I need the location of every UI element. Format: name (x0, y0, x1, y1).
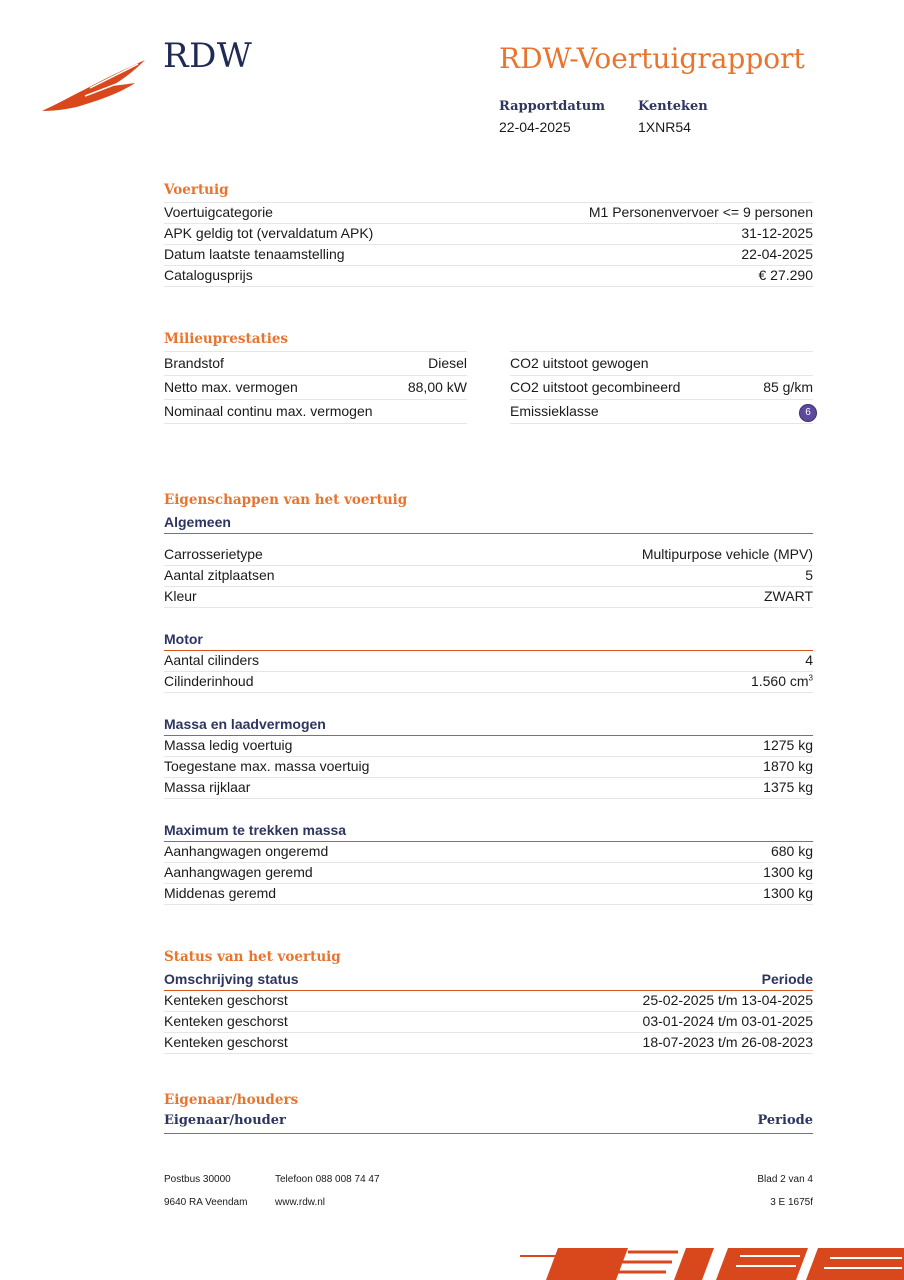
row-label: Cilinderinhoud (164, 673, 254, 689)
table-row (164, 565, 813, 587)
row-value (751, 673, 813, 689)
subsection-title-motor: Motor (164, 631, 203, 647)
subsection-title-trekken: Maximum te trekken massa (164, 822, 347, 838)
table-row (164, 1011, 813, 1033)
table-row (164, 544, 813, 566)
row-value: 680 kg (770, 843, 813, 859)
table-row (510, 351, 813, 376)
section-rule (164, 533, 813, 534)
row-value: M1 Personenvervoer <= 9 personen (588, 204, 813, 220)
rdw-logo-icon (40, 58, 148, 114)
value-text: 1.560 cm (750, 673, 809, 689)
row-label: Kleur (164, 588, 197, 604)
row-label: Middenas geremd (164, 885, 277, 901)
row-label: Carrosserietype (164, 546, 263, 562)
row-label: Aanhangwagen ongeremd (164, 843, 329, 859)
subsection-title-algemeen: Algemeen (164, 514, 231, 530)
table-row (164, 671, 813, 693)
kenteken-value: 1XNR54 (638, 119, 691, 135)
row-value: 22-04-2025 (741, 246, 813, 262)
rapportdatum-value: 22-04-2025 (499, 119, 571, 135)
section-title-milieu: Milieuprestaties (164, 331, 289, 347)
row-label: Datum laatste tenaamstelling (164, 246, 345, 262)
row-value: 31-12-2025 (741, 225, 813, 241)
subsection-title-massa: Massa en laadvermogen (164, 716, 326, 732)
table-row (164, 650, 813, 672)
row-value: 4 (805, 652, 813, 668)
row-label: Kenteken geschorst (164, 1034, 288, 1050)
table-row (164, 841, 813, 863)
row-value: 1275 kg (763, 737, 813, 753)
table-row (164, 399, 467, 424)
section-rule (164, 1133, 813, 1134)
table-row (164, 756, 813, 778)
document-title: RDW-Voertuigrapport (499, 42, 805, 75)
table-row (164, 375, 467, 400)
status-col-right: Periode (761, 971, 813, 987)
table-row (164, 265, 813, 287)
eigenaar-col-left: Eigenaar/houder (164, 1113, 286, 1128)
table-row (510, 375, 813, 400)
row-value: 18-07-2023 t/m 26-08-2023 (642, 1034, 813, 1050)
row-value: 5 (805, 567, 813, 583)
row-label: Voertuigcategorie (164, 204, 273, 220)
row-label: Aantal zitplaatsen (164, 567, 275, 583)
row-label: Kenteken geschorst (164, 1013, 288, 1029)
footer-code: 3 E 1675f (770, 1197, 813, 1208)
section-title-status: Status van het voertuig (164, 949, 341, 965)
rapportdatum-label: Rapportdatum (499, 99, 605, 114)
row-value: 1870 kg (763, 758, 813, 774)
row-label: Netto max. vermogen (164, 379, 298, 395)
eigenaar-col-right: Periode (757, 1113, 813, 1128)
row-label: Massa ledig voertuig (164, 737, 293, 753)
section-title-eigenschappen: Eigenschappen van het voertuig (164, 492, 408, 508)
footer-telefoon: Telefoon 088 008 74 47 (275, 1174, 380, 1185)
row-label: APK geldig tot (vervaldatum APK) (164, 225, 374, 241)
table-row (164, 202, 813, 224)
footer-page-number: Blad 2 van 4 (757, 1174, 813, 1185)
row-value: 85 g/km (763, 379, 813, 395)
kenteken-label: Kenteken (638, 99, 708, 114)
row-label: Emissieklasse (510, 403, 599, 419)
row-value: Diesel (428, 355, 467, 371)
decorative-stripes-icon (518, 1244, 904, 1280)
row-label: Toegestane max. massa voertuig (164, 758, 370, 774)
row-label: Aantal cilinders (164, 652, 259, 668)
row-label: Kenteken geschorst (164, 992, 288, 1008)
row-label: CO2 uitstoot gewogen (510, 355, 649, 371)
row-value: € 27.290 (758, 267, 813, 283)
row-value: 88,00 kW (407, 379, 467, 395)
table-row (164, 862, 813, 884)
row-value: 03-01-2024 t/m 03-01-2025 (642, 1013, 813, 1029)
table-row (164, 1032, 813, 1054)
row-label: Massa rijklaar (164, 779, 251, 795)
table-row (510, 399, 813, 424)
row-label: Brandstof (164, 355, 224, 371)
row-label: Catalogusprijs (164, 267, 253, 283)
table-row (164, 244, 813, 266)
table-row (164, 223, 813, 245)
table-row (164, 883, 813, 905)
table-row (164, 777, 813, 799)
section-title-eigenaar: Eigenaar/houders (164, 1092, 299, 1108)
section-title-voertuig: Voertuig (164, 182, 229, 198)
table-row (164, 351, 467, 376)
emissieklasse-badge: 6 (799, 404, 817, 422)
footer-postbus: Postbus 30000 (164, 1174, 231, 1185)
row-value: 1375 kg (763, 779, 813, 795)
row-value: Multipurpose vehicle (MPV) (641, 546, 813, 562)
table-row (164, 990, 813, 1012)
row-label: CO2 uitstoot gecombineerd (510, 379, 681, 395)
row-value: 1300 kg (763, 864, 813, 880)
footer-website[interactable]: www.rdw.nl (275, 1197, 326, 1208)
row-value: 1300 kg (763, 885, 813, 901)
row-value: ZWART (764, 588, 813, 604)
footer-postcode: 9640 RA Veendam (164, 1197, 248, 1208)
row-value: 25-02-2025 t/m 13-04-2025 (642, 992, 813, 1008)
table-row (164, 586, 813, 608)
logo-text: RDW (163, 36, 253, 76)
row-label: Aanhangwagen geremd (164, 864, 313, 880)
row-label: Nominaal continu max. vermogen (164, 403, 373, 419)
table-row (164, 735, 813, 757)
status-col-left: Omschrijving status (164, 971, 299, 987)
value-superscript: 3 (808, 673, 813, 683)
